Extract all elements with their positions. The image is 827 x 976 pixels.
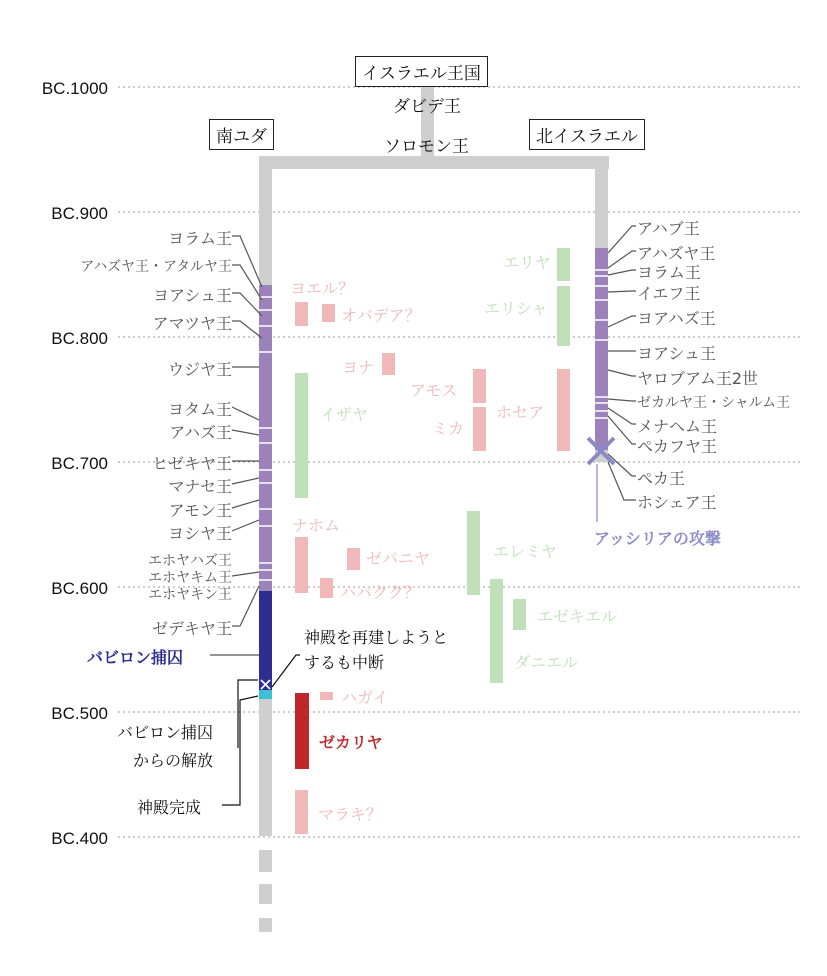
year-label: BC.600 <box>51 579 108 598</box>
prophet-label: ミカ <box>432 419 465 438</box>
north-king-label: ホシェア王 <box>637 493 717 512</box>
south-king-label: ヨラム王 <box>168 229 232 248</box>
year-label: BC.1000 <box>41 79 108 98</box>
prophet-label: エリヤ <box>503 253 551 272</box>
prophet-label: アモス <box>410 381 458 400</box>
north-king-label: メナヘム王 <box>637 417 718 436</box>
prophet-label: ナホム <box>292 516 341 535</box>
return-bar <box>259 690 272 699</box>
prophet-bar-hosea <box>557 369 570 451</box>
south-king-label: ヨシヤ王 <box>167 524 232 543</box>
united-kingdom-box: イスラエル王国 <box>355 56 488 87</box>
king-david-label: ダビデ王 <box>393 97 461 117</box>
north-king-label: イエフ王 <box>637 284 701 303</box>
north-king-label: ゼカルヤ王・シャルム王 <box>637 395 791 411</box>
north-king-label: ヨラム王 <box>637 263 701 282</box>
prophet-bar-obadiah <box>322 304 335 322</box>
south-king-label: エホヤキム王 <box>148 570 232 586</box>
south-king-label: アハズ王 <box>169 423 232 442</box>
prophet-label: ゼパニヤ <box>366 549 431 568</box>
release-label-line1: バビロン捕囚 <box>117 723 214 742</box>
north-king-label: ヤロブアム王2世 <box>637 369 759 388</box>
prophet-label: ヨエル？ <box>290 279 355 298</box>
year-label: BC.500 <box>51 704 108 723</box>
south-king-label: ヨタム王 <box>167 400 232 419</box>
south-king-label: ヨアシュ王 <box>152 286 232 305</box>
prophet-bar-isaiah <box>295 373 308 498</box>
south-king-label: エホヤハズ王 <box>148 553 232 569</box>
trunk-dash <box>259 884 272 904</box>
north-king-leaders <box>608 226 636 500</box>
south-king-label: アハズヤ王・アタルヤ王 <box>80 259 232 275</box>
prophet-label: ハバクク？ <box>340 583 421 602</box>
prophet-bar-haggai <box>320 692 333 700</box>
prophet-bar-elisha <box>557 286 570 346</box>
babylon-captivity-bar <box>259 591 272 677</box>
prophet-bar-daniel <box>490 579 503 683</box>
south-king-label: ゼデキヤ王 <box>151 619 232 638</box>
prophet-bar-ezekiel <box>513 599 526 630</box>
release-label-line2: からの解放 <box>133 751 214 770</box>
prophet-label: イザヤ <box>320 405 369 424</box>
south-king-label: マナセ王 <box>168 477 232 496</box>
year-label: BC.800 <box>51 329 108 348</box>
north-king-label: ヨアシュ王 <box>637 344 717 363</box>
prophet-bar-amos <box>473 369 486 403</box>
kingdom-trunk <box>259 80 609 932</box>
prophet-bar-joel <box>295 302 308 326</box>
north-king-label: アハズヤ王 <box>637 244 716 263</box>
prophet-bar-zephaniah <box>347 548 360 570</box>
north-king-label: ヨアハズ王 <box>637 309 716 328</box>
prophet-label: ハガイ <box>341 688 389 707</box>
prophet-label: オバデア？ <box>341 306 421 325</box>
prophet-label: エリシャ <box>484 299 548 318</box>
prophet-bar-jonah <box>382 353 395 375</box>
trunk-dash <box>259 918 272 932</box>
prophet-label: ダニエル <box>514 653 579 672</box>
south-kings-bar <box>259 285 272 591</box>
prophet-label: ホセア <box>496 403 545 422</box>
south-judah-box: 南ユダ <box>209 119 274 150</box>
south-king-label: アモン王 <box>168 501 232 520</box>
prophet-bar-malachi <box>295 790 308 834</box>
prophet-label: マラキ？ <box>318 805 383 824</box>
rebuild-label-line1: 神殿を再建しようと <box>304 628 449 647</box>
prophet-bar-nahum <box>295 537 308 593</box>
north-king-label: ペカ王 <box>637 469 686 488</box>
south-king-label: アマツヤ王 <box>152 314 232 333</box>
prophet-bar-zechariah <box>295 693 309 769</box>
split-bar <box>259 156 609 169</box>
temple-done-label: 神殿完成 <box>137 798 202 817</box>
babylon-captivity-label: バビロン捕囚 <box>87 648 184 667</box>
prophet-bar-elijah <box>557 248 570 281</box>
prophet-label: エレミヤ <box>493 542 558 561</box>
prophet-bar-jeremiah <box>467 511 480 595</box>
year-label: BC.400 <box>51 829 108 848</box>
south-king-label: エホヤキン王 <box>148 587 232 603</box>
king-solomon-label: ソロモン王 <box>384 137 469 157</box>
north-king-label: ペカフヤ王 <box>637 437 718 456</box>
year-label: BC.900 <box>51 204 108 223</box>
south-king-label: ウジヤ王 <box>167 360 232 379</box>
prophet-label: エゼキエル <box>537 607 618 626</box>
north-israel-box: 北イスラエル <box>529 119 645 150</box>
year-label: BC.700 <box>51 454 108 473</box>
assyria-attack-label: アッシリアの攻撃 <box>594 529 721 548</box>
south-king-label: ヒゼキヤ王 <box>151 454 232 473</box>
prophet-bar-micah <box>473 407 486 451</box>
rebuild-label-line2: するも中断 <box>304 653 385 672</box>
prophet-bar-habakkuk <box>320 578 333 598</box>
prophet-label: ヨナ <box>342 358 375 377</box>
prophet-label: ゼカリヤ <box>319 733 383 752</box>
north-kings-bar <box>595 248 608 450</box>
north-king-label: アハブ王 <box>637 219 700 238</box>
trunk-dash <box>259 850 272 872</box>
